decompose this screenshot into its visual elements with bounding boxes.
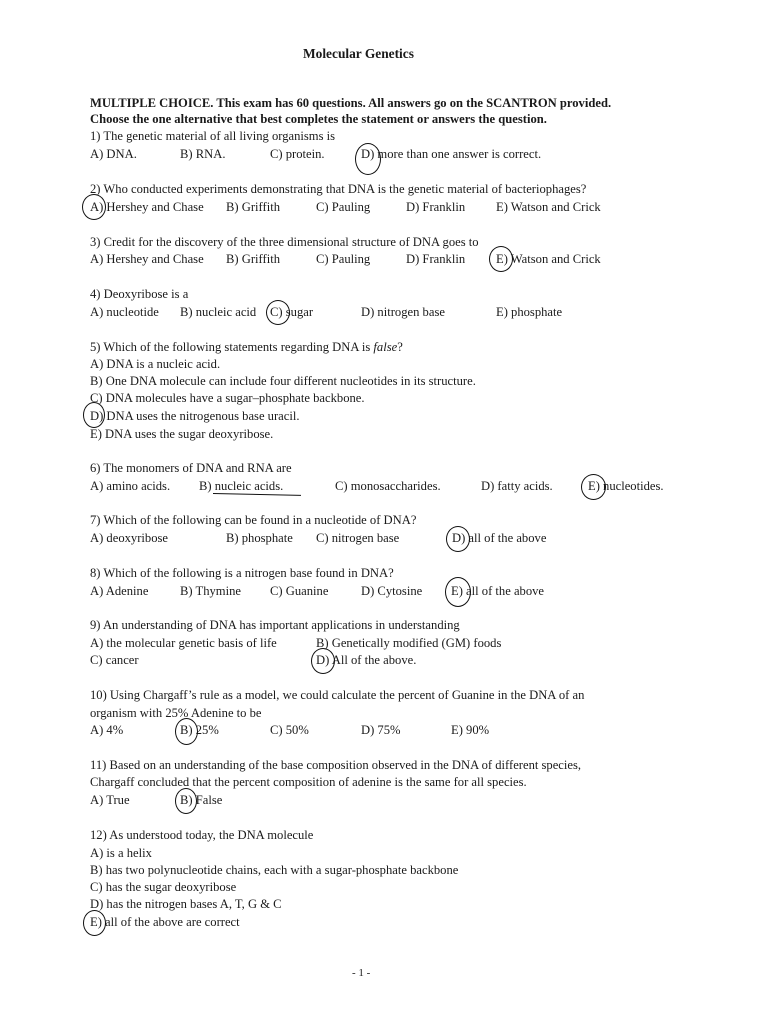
question-11-stem-line-2: Chargaff concluded that the percent composition of adenine is the same for all species. (90, 775, 527, 789)
q5-option-e: E) DNA uses the sugar deoxyribose. (90, 427, 274, 441)
question-3-stem: 3) Credit for the discovery of the three dimensional structure of DNA goes to (90, 235, 479, 249)
question-2-stem: 2) Who conducted experiments demonstrating that DNA is the genetic material of bacteriophages? (90, 182, 587, 196)
q6-underline (213, 493, 301, 496)
q8-option-d: D) Cytosine (361, 584, 423, 598)
q4-option-c: C) sugar (270, 305, 314, 319)
q1-option-c: C) protein. (270, 147, 325, 161)
instructions-line-1: MULTIPLE CHOICE. This exam has 60 questions. All answers go on the SCANTRON provided. (90, 96, 612, 110)
q5-stem-end: ? (397, 340, 403, 354)
question-8-stem: 8) Which of the following is a nitrogen base found in DNA? (90, 566, 394, 580)
q5-option-a: A) DNA is a nucleic acid. (90, 357, 221, 371)
question-1-stem: 1) The genetic material of all living organisms is (90, 129, 336, 143)
q7-option-d: D) all of the above (452, 531, 547, 545)
q10-option-e: E) 90% (451, 723, 490, 737)
q5-option-b: B) One DNA molecule can include four different nucleotides in its structure. (90, 374, 476, 388)
question-5-stem (90, 339, 403, 355)
q12-option-d: D) has the nitrogen bases A, T, G & C (90, 897, 282, 911)
q12-option-b: B) has two polynucleotide chains, each with a sugar-phosphate backbone (90, 863, 459, 877)
q8-option-c: C) Guanine (270, 584, 329, 598)
instructions-line-2: Choose the one alternative that best completes the statement or answers the question. (90, 112, 547, 126)
q5-option-d: D) DNA uses the nitrogenous base uracil. (90, 409, 300, 423)
q4-option-d: D) nitrogen base (361, 305, 445, 319)
question-10-stem-line-2: organism with 25% Adenine to be (90, 706, 262, 720)
q11-option-a: A) True (90, 793, 130, 807)
q6-option-e: E) nucleotides. (588, 479, 664, 493)
q12-option-c: C) has the sugar deoxyribose (90, 880, 237, 894)
question-6-stem: 6) The monomers of DNA and RNA are (90, 461, 292, 475)
q6-option-c: C) monosaccharides. (335, 479, 441, 493)
question-4-stem: 4) Deoxyribose is a (90, 287, 189, 301)
q4-option-a: A) nucleotide (90, 305, 159, 319)
q12-option-a: A) is a helix (90, 846, 152, 860)
q3-option-c: C) Pauling (316, 252, 371, 266)
q2-option-d: D) Franklin (406, 200, 466, 214)
question-10-stem: 10) Using Chargaff’s rule as a model, we could calculate the percent of Guanine in the DNA of an (90, 688, 585, 702)
q6-option-d: D) fatty acids. (481, 479, 553, 493)
q11-option-b: B) False (180, 793, 223, 807)
q4-option-e: E) phosphate (496, 305, 563, 319)
q6-option-a: A) amino acids. (90, 479, 171, 493)
page-number: - 1 - (352, 967, 371, 979)
page-title: Molecular Genetics (303, 46, 414, 61)
q5-stem-emphasis: false (373, 340, 398, 354)
q5-option-c: C) DNA molecules have a sugar–phosphate backbone. (90, 391, 365, 405)
q8-option-a: A) Adenine (90, 584, 149, 598)
q1-option-b: B) RNA. (180, 147, 226, 161)
q7-option-c: C) nitrogen base (316, 531, 400, 545)
q2-option-b: B) Griffith (226, 200, 280, 214)
q2-option-e: E) Watson and Crick (496, 200, 601, 214)
q9-option-b: B) Genetically modified (GM) foods (316, 636, 502, 650)
q9-option-d: D) All of the above. (316, 653, 417, 667)
q12-option-e: E) all of the above are correct (90, 915, 240, 929)
q8-option-b: B) Thymine (180, 584, 241, 598)
question-12-stem: 12) As understood today, the DNA molecule (90, 828, 314, 842)
q10-option-a: A) 4% (90, 723, 124, 737)
q6-option-b: B) nucleic acids. (199, 479, 284, 493)
q4-option-b: B) nucleic acid (180, 305, 257, 319)
q9-option-c: C) cancer (90, 653, 139, 667)
question-7-stem: 7) Which of the following can be found in a nucleotide of DNA? (90, 513, 417, 527)
q3-option-d: D) Franklin (406, 252, 466, 266)
q3-option-b: B) Griffith (226, 252, 280, 266)
q2-option-c: C) Pauling (316, 200, 371, 214)
q3-option-e: E) Watson and Crick (496, 252, 601, 266)
q3-option-a: A) Hershey and Chase (90, 252, 204, 266)
q5-stem-text: 5) Which of the following statements regarding DNA is (90, 340, 374, 354)
q8-option-e: E) all of the above (451, 584, 545, 598)
q9-option-a: A) the molecular genetic basis of life (90, 636, 277, 650)
q7-option-b: B) phosphate (226, 531, 293, 545)
q2-option-a: A) Hershey and Chase (90, 200, 204, 214)
q10-option-d: D) 75% (361, 723, 401, 737)
q1-option-d: D) more than one answer is correct. (361, 147, 542, 161)
q10-option-b: B) 25% (180, 723, 219, 737)
q7-option-a: A) deoxyribose (90, 531, 168, 545)
q10-option-c: C) 50% (270, 723, 309, 737)
q1-option-a: A) DNA. (90, 147, 137, 161)
question-11-stem: 11) Based on an understanding of the base composition observed in the DNA of different species, (90, 758, 582, 772)
question-9-stem: 9) An understanding of DNA has important applications in understanding (90, 618, 460, 632)
